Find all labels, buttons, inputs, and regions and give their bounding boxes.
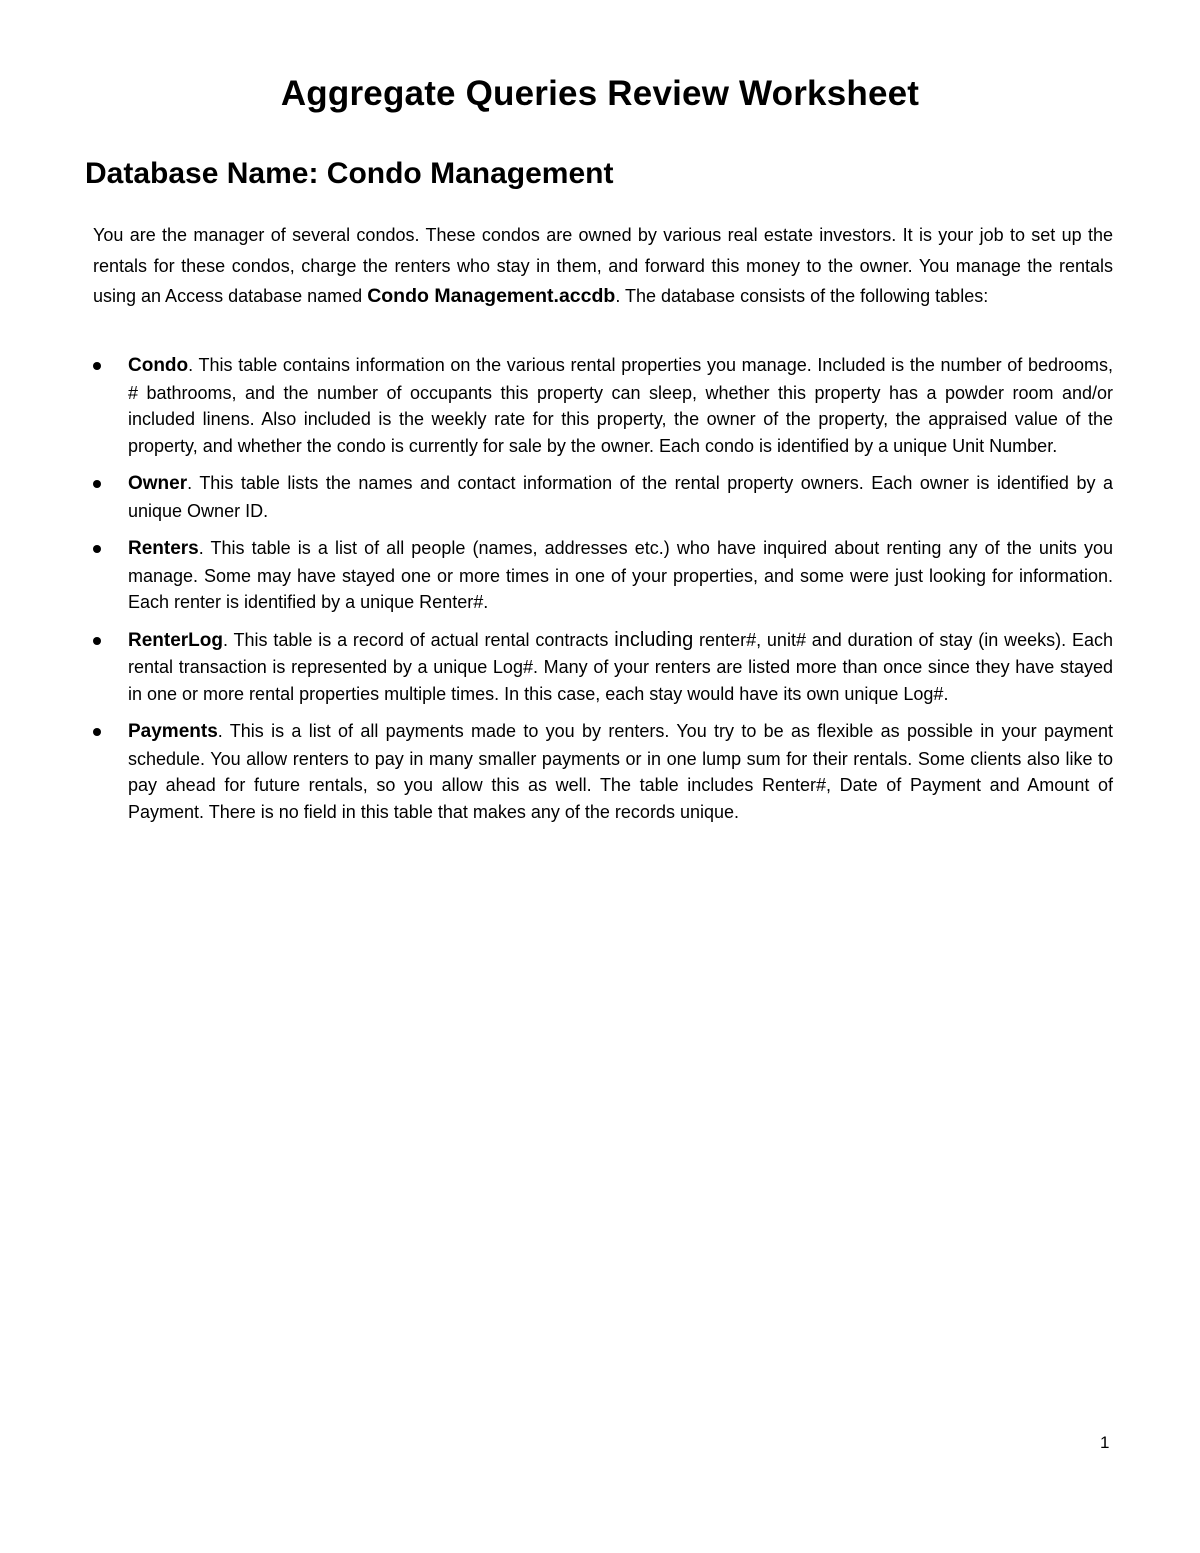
table-item-renters — [93, 535, 1113, 616]
table-description: . This is a list of all payments made to you by renters. You try to be as flexible as possible in your payment schedule. You allow renters to pay in many smaller payments or in one lump sum for their rentals. Some clients also like to pay ahead for future rentals, so you allow this as well. The table includes Renter#, Date of Payment and Amount of Payment. There is no field in this table that makes any of the records unique. — [128, 721, 1113, 822]
intro-paragraph — [93, 220, 1113, 312]
table-item-condo — [93, 352, 1113, 459]
database-name-heading: Database Name: Condo Management — [85, 157, 614, 190]
table-name: Condo — [128, 355, 189, 376]
bullet-icon — [93, 545, 101, 553]
intro-text-part2: . The database consists of the following tables: — [615, 286, 989, 306]
intro-text-part1: You are the manager of several condos. These condos are owned by various real estate investors. It is your job to set up the rentals for these condos, charge the renters who stay in them, and forward this money to the owner. You manage the rentals using an Access database named — [93, 225, 1113, 306]
table-name: Payments — [128, 721, 218, 742]
table-item-renterlog — [93, 627, 1113, 708]
table-item-payments — [93, 718, 1113, 825]
bullet-icon — [93, 362, 101, 370]
table-item-owner — [93, 470, 1113, 524]
table-description-emphasis: including — [614, 628, 694, 651]
table-description-before: . This table is a record of actual rental contracts — [223, 629, 615, 650]
bullet-icon — [93, 728, 101, 736]
table-description: . This table contains information on the various rental properties you manage. Included is the number of bedrooms, # bathrooms, and the number of occupants this property can sleep, whether this property has a powder room and/or included linens. Also included is the weekly rate for this property, the owner of the property, the appraised value of the property, and whether the condo is currently for sale by the owner. Each condo is identified by a unique Unit Number. — [128, 355, 1113, 456]
bullet-icon — [93, 480, 101, 488]
bullet-icon — [93, 637, 101, 645]
table-name: Owner — [128, 473, 188, 494]
page-number: 1 — [1100, 1433, 1110, 1452]
table-description-after: renter#, unit# and duration of stay (in weeks). Each rental transaction is represented by a unique Log#. Many of your renters are listed more than once since they have stayed in one or more rental properties multiple times. In this case, each stay would have its own unique Log#. — [128, 629, 1113, 704]
table-name: RenterLog — [128, 629, 223, 651]
table-list — [93, 352, 1113, 836]
database-filename: Condo Management.accdb — [367, 285, 616, 307]
table-description: . This table is a list of all people (names, addresses etc.) who have inquired about renting any of the units you manage. Some may have stayed one or more times in one of your properties, and some were just looking for information. Each renter is identified by a unique Renter#. — [128, 538, 1113, 612]
table-name: Renters — [128, 538, 199, 559]
table-description: . This table lists the names and contact information of the rental property owners. Each owner is identified by a unique Owner ID. — [128, 473, 1113, 521]
page-title: Aggregate Queries Review Worksheet — [280, 74, 920, 113]
